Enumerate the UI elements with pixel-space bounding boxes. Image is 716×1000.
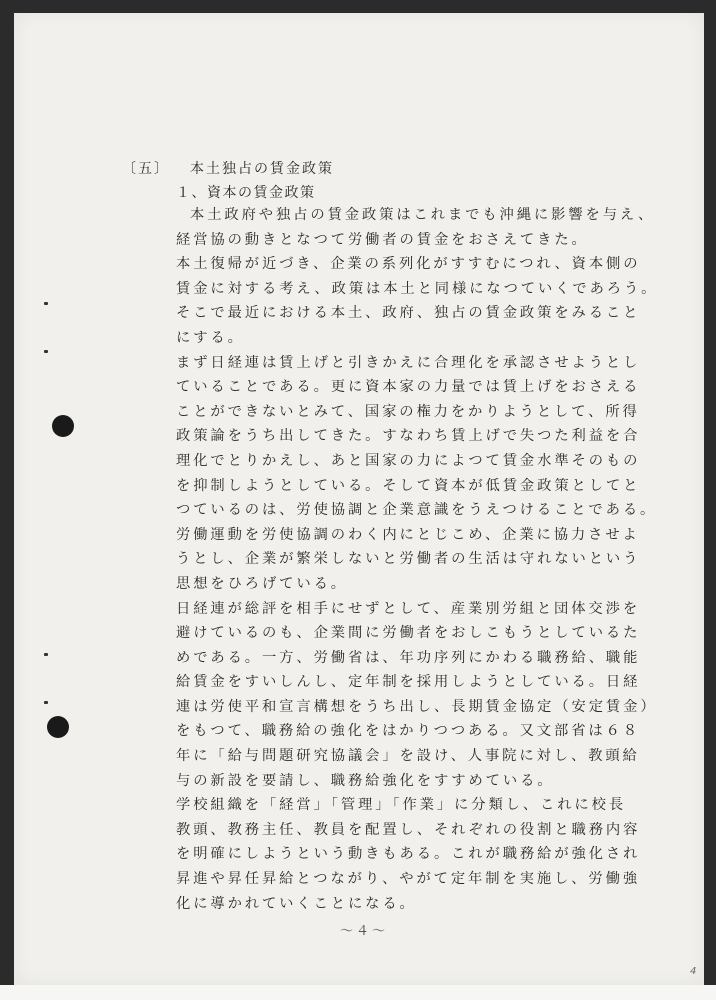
sub-heading: １、資本の賃金政策 bbox=[176, 185, 316, 201]
corner-page-mark: 4 bbox=[690, 966, 697, 977]
text-line: 化に導かれていくことになる。 bbox=[176, 895, 417, 912]
text-line: 日経連が総評を相手にせずとして、産業別労組と団体交渉を bbox=[176, 600, 641, 617]
text-line: 避けているのも、企業間に労働者をおしこもうとしているた bbox=[176, 625, 641, 642]
text-line: 給賃金をすいしんし、定年制を採用しようとしている。日経 bbox=[176, 674, 641, 691]
text-line: 労働運動を労使協調のわく内にとじこめ、企業に協力させよ bbox=[176, 526, 640, 543]
page-number: ～４～ bbox=[340, 924, 389, 939]
text-line: うとし、企業が繁栄しないと労働者の生活は守れないという bbox=[176, 551, 641, 568]
text-line: 思想をひろげている。 bbox=[176, 575, 348, 592]
bottom-margin-strip bbox=[0, 985, 716, 1000]
text-line: 経営協の動きとなつて労働者の賃金をおさえてきた。 bbox=[176, 231, 589, 248]
punch-hole-lower bbox=[47, 716, 69, 738]
text-line: ことができないとみて、国家の権力をかりようとして、所得 bbox=[176, 403, 640, 420]
text-line: 理化でとりかえし、あと国家の力によつて賃金水準そのもの bbox=[176, 452, 641, 469]
margin-mark bbox=[44, 350, 48, 353]
text-line: をもつて、職務給の強化をはかりつつある。又文部省は６８ bbox=[176, 723, 641, 740]
section-title: 本土独占の賃金政策 bbox=[190, 161, 334, 177]
text-line: そこで最近における本土、政府、独占の賃金政策をみること bbox=[176, 305, 641, 322]
text-line: を明確にしようという動きもある。これが職務給が強化され bbox=[176, 846, 641, 863]
text-line: にする。 bbox=[176, 329, 245, 346]
text-line: 賃金に対する考え、政策は本土と同様になつていくであろう。 bbox=[176, 280, 659, 297]
text-line: 教頭、教務主任、教員を配置し、それぞれの役割と職務内容 bbox=[176, 821, 641, 838]
section-heading bbox=[122, 158, 334, 178]
text-line: めである。一方、労働省は、年功序列にかわる職務給、職能 bbox=[176, 649, 641, 666]
margin-mark bbox=[44, 302, 48, 305]
section-label: 〔五〕 bbox=[122, 161, 170, 177]
text-line: 昇進や昇任昇給とつながり、やがて定年制を実施し、労働強 bbox=[176, 871, 641, 888]
text-line: を抑制しようとしている。そして資本が低賃金政策としてと bbox=[176, 477, 641, 494]
text-line: まず日経連は賃上げと引きかえに合理化を承認させようとし bbox=[176, 354, 641, 371]
text-line: 学校組織を「経営」「管理」「作業」に分類し、これに校長 bbox=[176, 797, 627, 814]
margin-mark bbox=[44, 701, 48, 704]
text-line: 年に「給与問題研究協議会」を設け、人事院に対し、教頭給 bbox=[176, 748, 640, 765]
text-line: 本土政府や独占の賃金政策はこれまでも沖縄に影響を与え、 bbox=[190, 207, 656, 223]
text-line: 本土復帰が近づき、企業の系列化がすすむにつれ、資本側の bbox=[176, 256, 641, 273]
text-line: つているのは、労使協調と企業意識をうえつけることである。 bbox=[176, 502, 658, 519]
text-line: 与の新設を要請し、職務給強化をすすめている。 bbox=[176, 772, 555, 789]
text-line: 政策論をうち出してきた。すなわち賃上げで失つた利益を合 bbox=[176, 428, 641, 445]
text-line: ていることである。更に資本家の力量では賃上げをおさえる bbox=[176, 379, 641, 396]
text-line: 連は労使平和宣言構想をうち出し、長期賃金協定（安定賃金） bbox=[176, 698, 658, 715]
margin-mark bbox=[44, 653, 48, 656]
punch-hole-upper bbox=[52, 415, 74, 437]
body-text bbox=[176, 203, 659, 916]
